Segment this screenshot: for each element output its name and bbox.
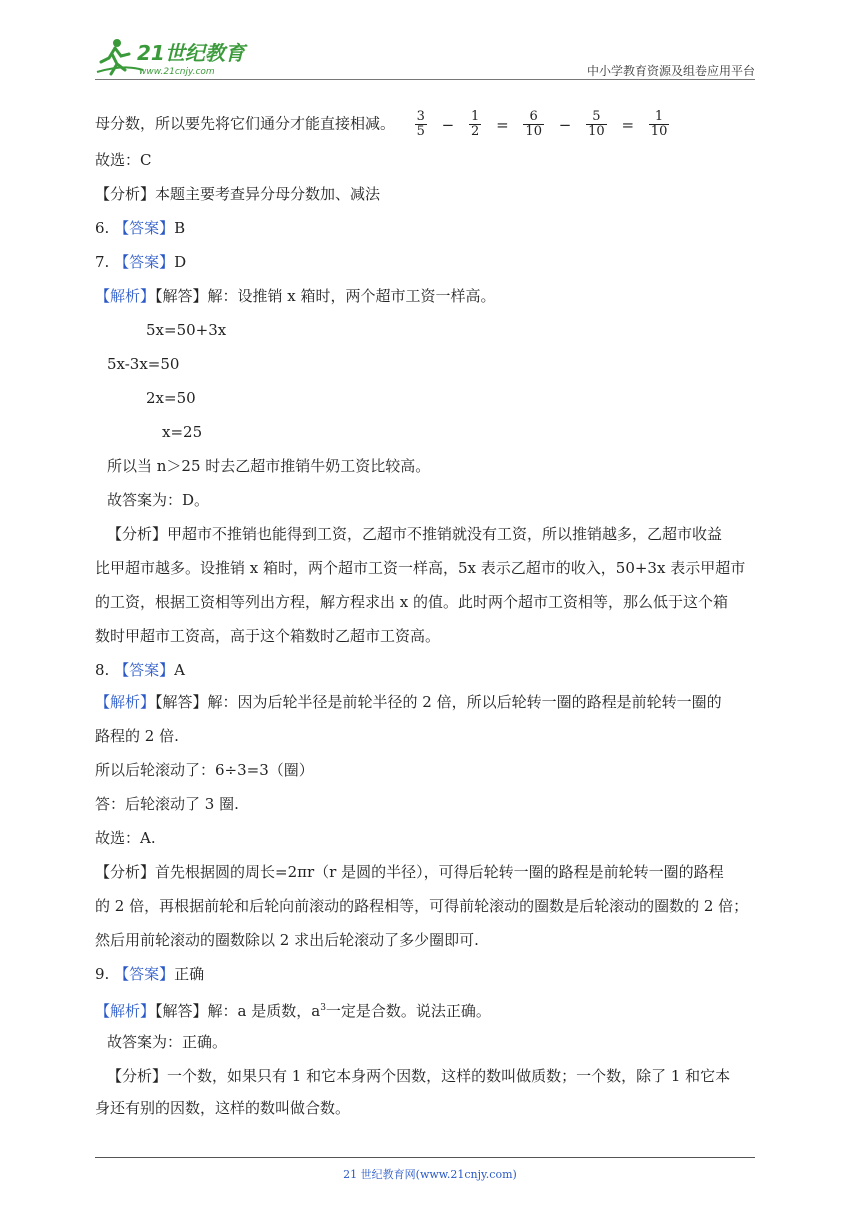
jieda-label: 【解答】 bbox=[155, 287, 208, 305]
solution-text: 解：a 是质数，a bbox=[207, 1002, 321, 1020]
fraction: $\frac{6}{10}$ bbox=[525, 109, 542, 139]
answer-line: 答：后轮滚动了 3 圈. bbox=[95, 795, 239, 813]
analysis-text: 一个数，如果只有 1 和它本身两个因数，这样的数叫做质数；一个数，除了 1 和它本 bbox=[167, 1067, 731, 1085]
solution-line bbox=[95, 998, 491, 1021]
analysis-line bbox=[95, 184, 380, 204]
calculation-line: 所以后轮滚动了：6÷3=3（圈） bbox=[95, 761, 314, 779]
logo-text: 21世纪教育 bbox=[137, 41, 245, 65]
fraction: $\frac{1}{2}$ bbox=[471, 109, 480, 139]
footer-text: 21 世纪教育网(www.21cnjy.com) bbox=[343, 1168, 517, 1181]
solution-text: 解：因为后轮半径是前轮半径的 2 倍，所以后轮转一圈的路程是前轮转一圈的 bbox=[207, 693, 722, 711]
answer-label: 【答案】 bbox=[114, 965, 175, 983]
answer-value: D bbox=[174, 253, 187, 271]
equation-line: 5x-3x=50 bbox=[107, 355, 180, 373]
solution-line bbox=[95, 692, 722, 712]
header-divider bbox=[95, 79, 755, 80]
question-8-answer bbox=[95, 660, 185, 680]
final-answer-line: 故答案为：D。 bbox=[107, 491, 210, 509]
question-6-answer bbox=[95, 218, 185, 238]
analysis-label: 【分析】 bbox=[95, 863, 156, 881]
analysis-label: 【分析】 bbox=[107, 525, 168, 543]
equation-line: 2x=50 bbox=[146, 389, 196, 407]
analysis-line: 数时甲超市工资高，高于这个箱数时乙超市工资高。 bbox=[95, 627, 441, 645]
question-number: 7. bbox=[95, 253, 110, 271]
solution-text: 一定是合数。说法正确。 bbox=[325, 1002, 491, 1020]
analysis-line: 的工资，根据工资相等列出方程，解方程求出 x 的值。此时两个超市工资相等，那么低于这个箱 bbox=[95, 593, 728, 611]
solution-line: 路程的 2 倍. bbox=[95, 727, 179, 745]
analysis-text: 甲超市不推销也能得到工资，乙超市不推销就没有工资，所以推销越多，乙超市收益 bbox=[167, 525, 723, 543]
exponent: 3 bbox=[320, 1003, 326, 1013]
analysis-line bbox=[95, 862, 724, 882]
choice-line: 故选：A. bbox=[95, 829, 156, 847]
jieda-label: 【解答】 bbox=[155, 1002, 208, 1020]
operator: − bbox=[441, 115, 455, 134]
analysis-line: 比甲超市越多。设推销 x 箱时，两个超市工资一样高，5x 表示乙超市的收入，50+3x 表示甲超市 bbox=[95, 559, 746, 577]
question-number: 6. bbox=[95, 219, 110, 237]
equation-line: x=25 bbox=[162, 423, 203, 441]
equation-line: 5x=50+3x bbox=[146, 321, 227, 339]
jiexi-label: 【解析】 bbox=[95, 693, 156, 711]
final-answer-line: 故答案为：正确。 bbox=[107, 1033, 228, 1051]
jieda-label: 【解答】 bbox=[155, 693, 208, 711]
continuation-line bbox=[95, 110, 673, 139]
analysis-text: 首先根据圆的周长=2πr（r 是圆的半径），可得后轮转一圈的路程是前轮转一圈的路程 bbox=[155, 863, 724, 881]
page-header bbox=[95, 30, 755, 80]
continuation-text: 母分数，所以要先将它们通分才能直接相减。 bbox=[95, 114, 396, 133]
analysis-line bbox=[107, 524, 722, 544]
fraction: $\frac{5}{10}$ bbox=[588, 109, 605, 139]
answer-label: 【答案】 bbox=[114, 219, 175, 237]
question-9-answer bbox=[95, 964, 204, 984]
header-platform-name: 中小学教育资源及组卷应用平台 bbox=[586, 64, 755, 78]
answer-value: B bbox=[174, 219, 186, 237]
operator: = bbox=[496, 115, 509, 134]
analysis-line bbox=[107, 1066, 730, 1086]
analysis-text: 本题主要考查异分母分数加、减法 bbox=[155, 185, 381, 203]
answer-label: 【答案】 bbox=[114, 661, 175, 679]
analysis-line: 的 2 倍，再根据前轮和后轮向前滚动的路程相等，可得前轮滚动的圈数是后轮滚动的圈数的 2 倍； bbox=[95, 897, 749, 915]
choice-line: 故选：C bbox=[95, 151, 152, 169]
operator: − bbox=[558, 115, 572, 134]
logo-icon bbox=[95, 34, 265, 78]
question-number: 8. bbox=[95, 661, 110, 679]
operator: = bbox=[621, 115, 635, 134]
analysis-label: 【分析】 bbox=[95, 185, 156, 203]
fraction: $\frac{3}{5}$ bbox=[416, 109, 425, 139]
footer-divider bbox=[95, 1157, 755, 1158]
fraction: $\frac{1}{10}$ bbox=[650, 109, 668, 139]
question-7-answer bbox=[95, 252, 186, 272]
question-number: 9. bbox=[95, 965, 110, 983]
answer-label: 【答案】 bbox=[114, 253, 175, 271]
solution-text: 解：设推销 x 箱时，两个超市工资一样高。 bbox=[207, 287, 496, 305]
solution-line bbox=[95, 286, 496, 306]
answer-value: A bbox=[174, 661, 185, 679]
answer-value: 正确 bbox=[174, 965, 205, 983]
logo-url: www.21cnjy.com bbox=[139, 67, 215, 77]
jiexi-label: 【解析】 bbox=[95, 1002, 156, 1020]
analysis-label: 【分析】 bbox=[107, 1067, 168, 1085]
analysis-line: 身还有别的因数，这样的数叫做合数。 bbox=[95, 1099, 351, 1117]
analysis-line: 然后用前轮滚动的圈数除以 2 求出后轮滚动了多少圈即可. bbox=[95, 931, 479, 949]
conclusion-line: 所以当 n＞25 时去乙超市推销牛奶工资比较高。 bbox=[107, 457, 431, 475]
jiexi-label: 【解析】 bbox=[95, 287, 156, 305]
